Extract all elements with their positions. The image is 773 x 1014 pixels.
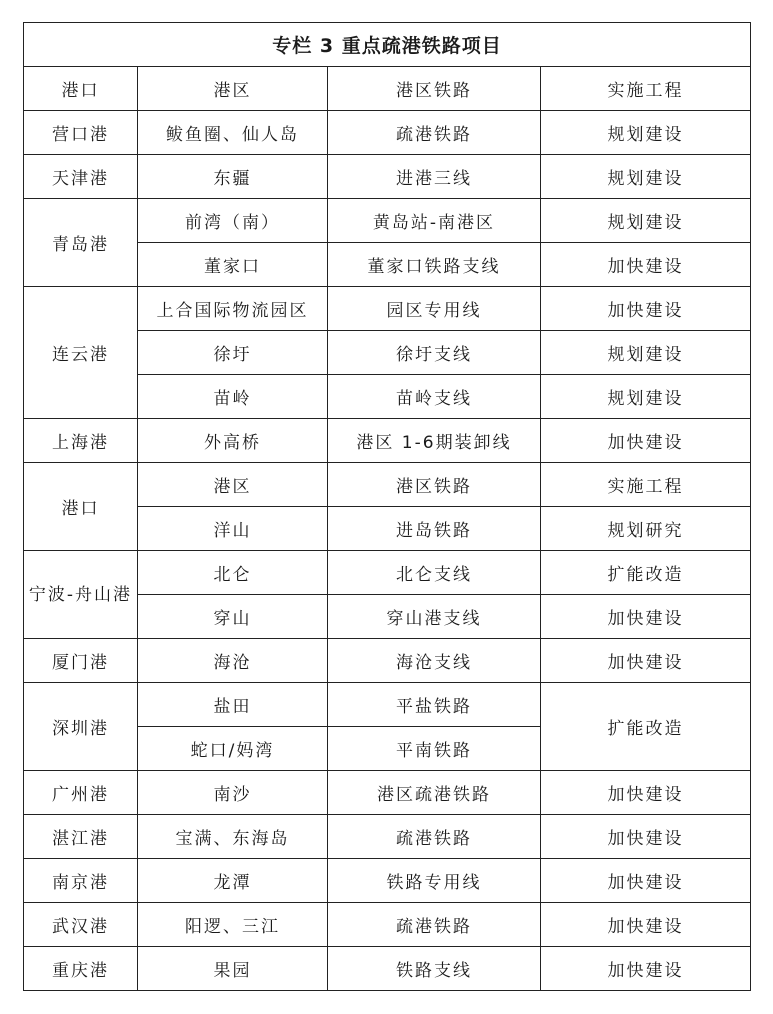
area-cell: 果园 bbox=[138, 947, 328, 991]
status-cell: 加快建设 bbox=[541, 947, 751, 991]
rail-cell: 进岛铁路 bbox=[328, 507, 541, 551]
header-status: 实施工程 bbox=[541, 67, 751, 111]
rail-cell: 园区专用线 bbox=[328, 287, 541, 331]
rail-cell: 董家口铁路支线 bbox=[328, 243, 541, 287]
status-cell: 加快建设 bbox=[541, 639, 751, 683]
table-row bbox=[24, 155, 751, 199]
table-title: 专栏 3 重点疏港铁路项目 bbox=[24, 23, 751, 67]
rail-cell: 黄岛站-南港区 bbox=[328, 199, 541, 243]
area-cell: 港区 bbox=[138, 463, 328, 507]
table-row bbox=[24, 463, 751, 507]
rail-cell: 港区铁路 bbox=[328, 463, 541, 507]
rail-cell: 港区疏港铁路 bbox=[328, 771, 541, 815]
area-cell: 董家口 bbox=[138, 243, 328, 287]
rail-cell: 疏港铁路 bbox=[328, 111, 541, 155]
area-cell: 海沧 bbox=[138, 639, 328, 683]
port-cell: 湛江港 bbox=[24, 815, 138, 859]
status-cell: 加快建设 bbox=[541, 771, 751, 815]
port-cell: 厦门港 bbox=[24, 639, 138, 683]
area-cell: 上合国际物流园区 bbox=[138, 287, 328, 331]
rail-cell: 疏港铁路 bbox=[328, 815, 541, 859]
rail-cell: 疏港铁路 bbox=[328, 903, 541, 947]
status-cell: 扩能改造 bbox=[541, 551, 751, 595]
port-cell: 港口 bbox=[24, 463, 138, 551]
rail-cell: 海沧支线 bbox=[328, 639, 541, 683]
status-cell: 加快建设 bbox=[541, 595, 751, 639]
header-port: 港口 bbox=[24, 67, 138, 111]
rail-cell: 苗岭支线 bbox=[328, 375, 541, 419]
status-cell: 扩能改造 bbox=[541, 683, 751, 771]
area-cell: 盐田 bbox=[138, 683, 328, 727]
table-row bbox=[24, 111, 751, 155]
area-cell: 鲅鱼圈、仙人岛 bbox=[138, 111, 328, 155]
area-cell: 北仑 bbox=[138, 551, 328, 595]
area-cell: 前湾（南） bbox=[138, 199, 328, 243]
status-cell: 加快建设 bbox=[541, 859, 751, 903]
port-cell: 青岛港 bbox=[24, 199, 138, 287]
area-cell: 苗岭 bbox=[138, 375, 328, 419]
header-rail: 港区铁路 bbox=[328, 67, 541, 111]
table-row bbox=[24, 199, 751, 243]
area-cell: 阳逻、三江 bbox=[138, 903, 328, 947]
table-row bbox=[24, 859, 751, 903]
area-cell: 南沙 bbox=[138, 771, 328, 815]
rail-cell: 北仑支线 bbox=[328, 551, 541, 595]
header-row bbox=[24, 67, 751, 111]
area-cell: 洋山 bbox=[138, 507, 328, 551]
rail-cell: 平南铁路 bbox=[328, 727, 541, 771]
port-cell: 天津港 bbox=[24, 155, 138, 199]
table-row bbox=[24, 903, 751, 947]
port-cell: 宁波-舟山港 bbox=[24, 551, 138, 639]
status-cell: 规划建设 bbox=[541, 331, 751, 375]
rail-cell: 港区 1-6期装卸线 bbox=[328, 419, 541, 463]
status-cell: 实施工程 bbox=[541, 463, 751, 507]
status-cell: 加快建设 bbox=[541, 287, 751, 331]
port-cell: 武汉港 bbox=[24, 903, 138, 947]
status-cell: 加快建设 bbox=[541, 243, 751, 287]
header-area: 港区 bbox=[138, 67, 328, 111]
status-cell: 加快建设 bbox=[541, 815, 751, 859]
status-cell: 规划建设 bbox=[541, 199, 751, 243]
status-cell: 加快建设 bbox=[541, 419, 751, 463]
table-row bbox=[24, 287, 751, 331]
table-row bbox=[24, 419, 751, 463]
rail-projects-table bbox=[23, 22, 751, 991]
status-cell: 加快建设 bbox=[541, 903, 751, 947]
table-row bbox=[24, 551, 751, 595]
rail-cell: 平盐铁路 bbox=[328, 683, 541, 727]
table-row bbox=[24, 771, 751, 815]
table-row bbox=[24, 947, 751, 991]
table-row bbox=[24, 815, 751, 859]
table-row bbox=[24, 639, 751, 683]
port-cell: 营口港 bbox=[24, 111, 138, 155]
port-cell: 南京港 bbox=[24, 859, 138, 903]
area-cell: 龙潭 bbox=[138, 859, 328, 903]
table-row bbox=[24, 683, 751, 727]
port-cell: 深圳港 bbox=[24, 683, 138, 771]
rail-cell: 穿山港支线 bbox=[328, 595, 541, 639]
status-cell: 规划研究 bbox=[541, 507, 751, 551]
status-cell: 规划建设 bbox=[541, 375, 751, 419]
area-cell: 外高桥 bbox=[138, 419, 328, 463]
area-cell: 东疆 bbox=[138, 155, 328, 199]
area-cell: 徐圩 bbox=[138, 331, 328, 375]
status-cell: 规划建设 bbox=[541, 111, 751, 155]
port-cell: 连云港 bbox=[24, 287, 138, 419]
area-cell: 穿山 bbox=[138, 595, 328, 639]
port-cell: 上海港 bbox=[24, 419, 138, 463]
area-cell: 宝满、东海岛 bbox=[138, 815, 328, 859]
port-cell: 广州港 bbox=[24, 771, 138, 815]
rail-cell: 铁路专用线 bbox=[328, 859, 541, 903]
area-cell: 蛇口/妈湾 bbox=[138, 727, 328, 771]
status-cell: 规划建设 bbox=[541, 155, 751, 199]
rail-cell: 徐圩支线 bbox=[328, 331, 541, 375]
rail-cell: 进港三线 bbox=[328, 155, 541, 199]
rail-cell: 铁路支线 bbox=[328, 947, 541, 991]
port-cell: 重庆港 bbox=[24, 947, 138, 991]
